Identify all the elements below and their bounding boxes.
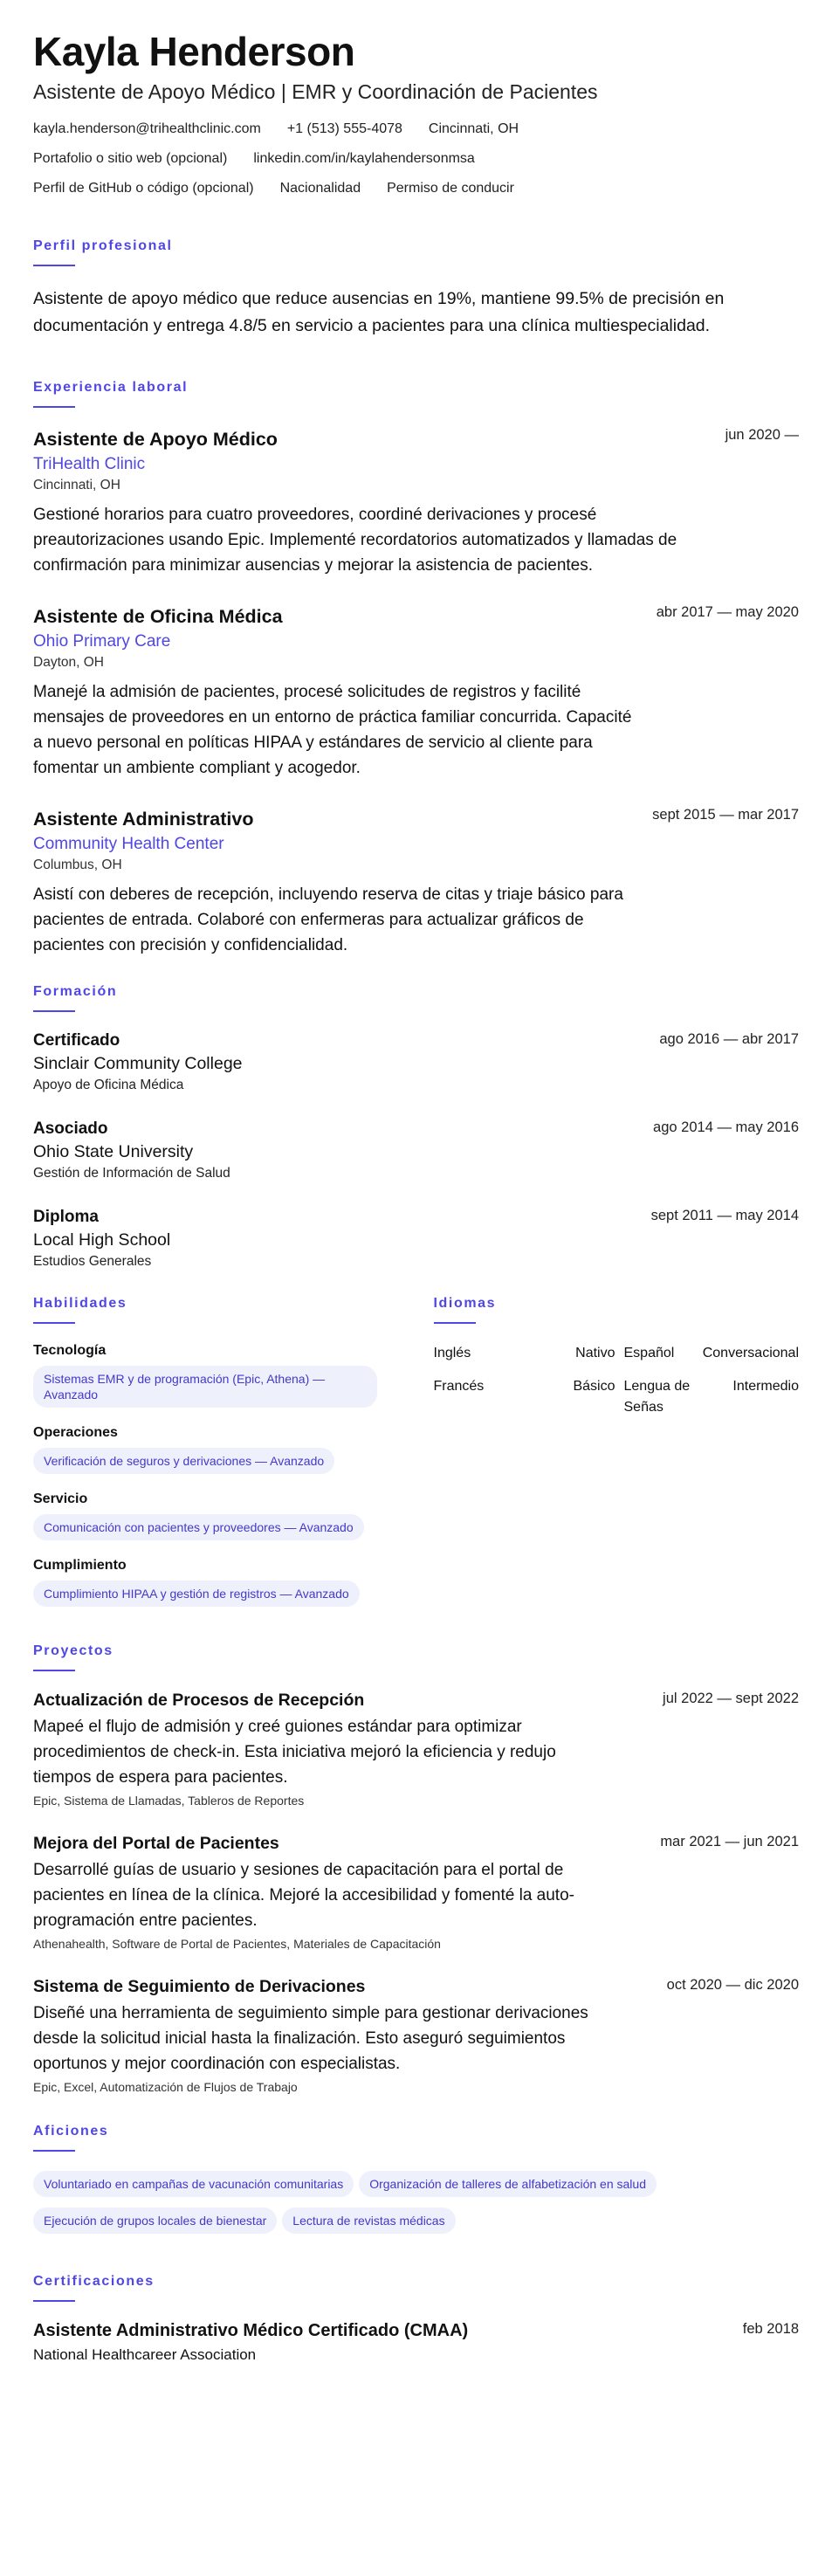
degree: Diploma bbox=[33, 1208, 99, 1226]
skills-section bbox=[33, 1296, 399, 1624]
experience-entry bbox=[33, 427, 799, 578]
linkedin-link[interactable]: linkedin.com/in/kaylahendersonmsa bbox=[253, 151, 475, 166]
hobby-chip: Lectura de revistas médicas bbox=[282, 2208, 455, 2234]
section-title: Proyectos bbox=[33, 1643, 113, 1658]
skill-chip: Verificación de seguros y derivaciones — Avanzado bbox=[33, 1448, 334, 1474]
phone-link[interactable]: +1 (513) 555-4078 bbox=[286, 121, 402, 136]
language-level: Conversacional bbox=[702, 1346, 799, 1360]
certification-issuer: National Healthcareer Association bbox=[33, 2346, 257, 2363]
education-entry bbox=[33, 1031, 799, 1093]
skill-category: Servicio bbox=[33, 1491, 88, 1506]
candidate-headline: Asistente de Apoyo Médico | EMR y Coordinación de Pacientes bbox=[33, 80, 598, 103]
section-divider bbox=[33, 1322, 75, 1324]
language-level: Nativo bbox=[575, 1346, 615, 1360]
section-divider bbox=[33, 265, 75, 266]
skill-chip: Sistemas EMR y de programación (Epic, Athena) — Avanzado bbox=[33, 1366, 377, 1408]
hobby-chip: Voluntariado en campañas de vacunación comunitarias bbox=[33, 2171, 354, 2197]
project-title: Sistema de Seguimiento de Derivaciones bbox=[33, 1977, 366, 1996]
section-divider bbox=[33, 1670, 75, 1671]
drivers-license-text: Permiso de conducir bbox=[387, 181, 514, 196]
email-link[interactable]: kayla.henderson@trihealthclinic.com bbox=[33, 121, 261, 136]
section-title: Experiencia laboral bbox=[33, 380, 189, 395]
language-level: Básico bbox=[573, 1379, 615, 1394]
language-name: Francés bbox=[433, 1379, 485, 1394]
entry-date: abr 2017 — may 2020 bbox=[656, 604, 799, 620]
job-title: Asistente Administrativo bbox=[33, 809, 254, 830]
experience-entry bbox=[33, 604, 799, 781]
project-title: Actualización de Procesos de Recepción bbox=[33, 1691, 365, 1710]
project-description: Mapeé el flujo de admisión y creé guiones estándar para optimizar procedimientos de check-in. Esta iniciativa mejoró la eficiencia y redujo tiempos de espera para pacientes. bbox=[33, 1718, 556, 1787]
section-title: Formación bbox=[33, 984, 118, 999]
nationality-text: Nacionalidad bbox=[279, 181, 361, 196]
job-title: Asistente de Apoyo Médico bbox=[33, 429, 278, 450]
project-description: Desarrollé guías de usuario y sesiones de capacitación para el portal de pacientes en línea de la clínica. Mejoré la accesibilidad y fomenté la auto-programación entre pacientes. bbox=[33, 1861, 574, 1930]
project-tech: Epic, Sistema de Llamadas, Tableros de Reportes bbox=[33, 1794, 305, 1808]
skill-chip: Comunicación con pacientes y proveedores — Avanzado bbox=[33, 1514, 364, 1540]
education-entry bbox=[33, 1208, 799, 1270]
education-section bbox=[33, 984, 799, 1270]
hobby-chip: Organización de talleres de alfabetización en salud bbox=[359, 2171, 657, 2197]
project-title: Mejora del Portal de Pacientes bbox=[33, 1834, 279, 1853]
school-name: Local High School bbox=[33, 1230, 171, 1250]
skill-category: Tecnología bbox=[33, 1343, 107, 1358]
contact-info bbox=[33, 121, 799, 210]
job-description: Asistí con deberes de recepción, incluyendo reserva de citas y triaje básico para pacientes de entrada. Colaboré con enfermeras para actualizar gráficos de pacientes con precisión y confidencialidad. bbox=[33, 885, 623, 954]
project-tech: Epic, Excel, Automatización de Flujos de Trabajo bbox=[33, 2080, 298, 2094]
degree: Asociado bbox=[33, 1119, 108, 1138]
education-entry bbox=[33, 1119, 799, 1181]
section-title: Certificaciones bbox=[33, 2274, 155, 2289]
hobbies-list bbox=[33, 2171, 784, 2244]
job-location: Columbus, OH bbox=[33, 858, 122, 872]
candidate-name: Kayla Henderson bbox=[33, 29, 355, 74]
section-title: Idiomas bbox=[433, 1296, 497, 1311]
contact-row bbox=[33, 121, 799, 137]
section-title: Habilidades bbox=[33, 1296, 127, 1311]
entry-date: sept 2015 — mar 2017 bbox=[652, 807, 799, 823]
language-row bbox=[434, 1376, 800, 1418]
job-location: Dayton, OH bbox=[33, 655, 104, 670]
entry-date: sept 2011 — may 2014 bbox=[650, 1208, 799, 1223]
project-entry bbox=[33, 1834, 799, 1951]
section-title: Aficiones bbox=[33, 2124, 109, 2139]
entry-date: feb 2018 bbox=[742, 2321, 799, 2337]
skill-chip: Cumplimiento HIPAA y gestión de registros — Avanzado bbox=[33, 1581, 360, 1607]
company-name: TriHealth Clinic bbox=[33, 455, 146, 473]
field-of-study: Gestión de Información de Salud bbox=[33, 1166, 230, 1181]
summary-text: Asistente de apoyo médico que reduce ausencias en 19%, mantiene 99.5% de precisión en documentación y entrega 4.8/5 en servicio a pacientes para una clínica multiespecialidad. bbox=[33, 289, 725, 335]
project-entry bbox=[33, 1977, 799, 2094]
location-text: Cincinnati, OH bbox=[428, 121, 519, 136]
contact-row bbox=[33, 181, 799, 196]
experience-entry bbox=[33, 807, 799, 958]
entry-date: oct 2020 — dic 2020 bbox=[666, 1977, 799, 1993]
summary-section bbox=[33, 238, 799, 340]
entry-date: jun 2020 — bbox=[725, 427, 799, 443]
portfolio-link[interactable]: Portafolio o sitio web (opcional) bbox=[33, 151, 228, 166]
entry-date: ago 2014 — may 2016 bbox=[653, 1119, 799, 1135]
entry-date: mar 2021 — jun 2021 bbox=[660, 1834, 799, 1849]
language-row bbox=[434, 1343, 800, 1364]
skill-category: Operaciones bbox=[33, 1425, 118, 1440]
projects-section bbox=[33, 1643, 799, 2094]
languages-section bbox=[434, 1296, 800, 1624]
project-tech: Athenahealth, Software de Portal de Pacientes, Materiales de Capacitación bbox=[33, 1937, 441, 1951]
skill-category: Cumplimiento bbox=[33, 1558, 127, 1573]
skills-languages-row bbox=[33, 1296, 799, 1624]
job-location: Cincinnati, OH bbox=[33, 478, 120, 492]
certification-entry bbox=[33, 2321, 799, 2364]
school-name: Ohio State University bbox=[33, 1142, 194, 1161]
field-of-study: Apoyo de Oficina Médica bbox=[33, 1078, 184, 1092]
section-divider bbox=[33, 406, 75, 408]
project-entry bbox=[33, 1691, 799, 1808]
section-divider bbox=[434, 1322, 476, 1324]
language-name: Lengua de Señas bbox=[623, 1379, 691, 1415]
hobbies-section bbox=[33, 2124, 799, 2244]
certification-title: Asistente Administrativo Médico Certificado (CMAA) bbox=[33, 2321, 469, 2340]
language-name: Español bbox=[623, 1346, 675, 1360]
language-name: Inglés bbox=[433, 1346, 471, 1360]
school-name: Sinclair Community College bbox=[33, 1054, 243, 1073]
section-divider bbox=[33, 2300, 75, 2302]
entry-date: ago 2016 — abr 2017 bbox=[659, 1031, 799, 1047]
section-divider bbox=[33, 2150, 75, 2152]
company-name: Ohio Primary Care bbox=[33, 632, 171, 651]
hobby-chip: Ejecución de grupos locales de bienestar bbox=[33, 2208, 277, 2234]
degree: Certificado bbox=[33, 1031, 120, 1050]
section-title: Perfil profesional bbox=[33, 238, 173, 253]
entry-date: jul 2022 — sept 2022 bbox=[663, 1691, 799, 1706]
project-description: Diseñé una herramienta de seguimiento simple para gestionar derivaciones desde la solicitud inicial hasta la finalización. Esto aseguró seguimientos oportunos y mejor coordinación con especialistas. bbox=[33, 2004, 588, 2073]
language-level: Intermedio bbox=[732, 1379, 799, 1394]
job-title: Asistente de Oficina Médica bbox=[33, 606, 283, 627]
section-divider bbox=[33, 1010, 75, 1012]
job-description: Manejé la admisión de pacientes, procesé solicitudes de registros y facilité mensajes de proveedores en un entorno de práctica familiar concurrida. Capacité a nuevo personal en políticas HIPAA y estándares de servicio al cliente para fomentar un ambiente compliant y acogedor. bbox=[33, 683, 632, 777]
experience-section bbox=[33, 380, 799, 958]
field-of-study: Estudios Generales bbox=[33, 1254, 152, 1269]
github-link[interactable]: Perfil de GitHub o código (opcional) bbox=[33, 181, 254, 196]
job-description: Gestioné horarios para cuatro proveedores, coordiné derivaciones y procesé preautorizaciones usando Epic. Implementé recordatorios automatizados y llamadas de confirmación para minimizar ausencias y mejorar la asistencia de pacientes. bbox=[33, 506, 677, 575]
certifications-section bbox=[33, 2274, 799, 2364]
contact-row bbox=[33, 151, 799, 167]
company-name: Community Health Center bbox=[33, 835, 224, 853]
